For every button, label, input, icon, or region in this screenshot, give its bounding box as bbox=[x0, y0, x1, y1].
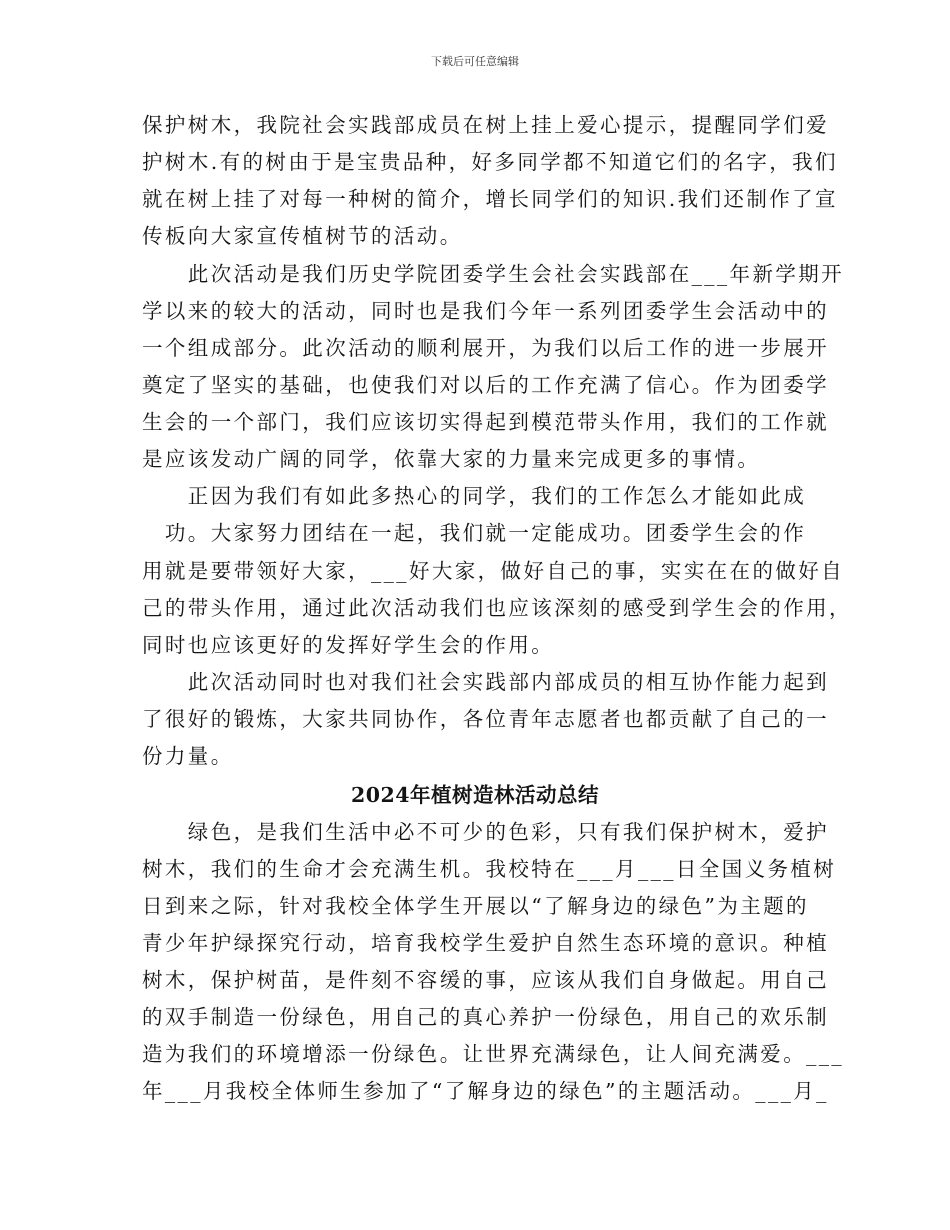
body-line: 造为我们的环境增添一份绿色。让世界充满绿色，让人间充满爱。___ bbox=[142, 1042, 845, 1066]
body-line: 保护树木，我院社会实践部成员在树上挂上爱心提示，提醒同学们爱 bbox=[142, 113, 829, 137]
body-line: 日到来之际，针对我校全体学生开展以“了解身边的绿色”为主题的 bbox=[142, 894, 809, 918]
body-line: 年___月我校全体师生参加了“了解身边的绿色”的主题活动。___月_ bbox=[142, 1079, 829, 1103]
body-line: 树木，我们的生命才会充满生机。我校特在___月___日全国义务植树 bbox=[142, 857, 837, 881]
body-line: 奠定了坚实的基础，也使我们对以后的工作充满了信心。作为团委学 bbox=[142, 373, 829, 397]
body-line: 了很好的锻炼，大家共同协作，各位青年志愿者也都贡献了自己的一 bbox=[142, 707, 829, 731]
body-line: 护树木.有的树由于是宝贵品种，好多同学都不知道它们的名字，我们 bbox=[142, 150, 838, 174]
body-line: 青少年护绿探究行动，培育我校学生爱护自然生态环境的意识。种植 bbox=[142, 931, 829, 955]
body-line: 生会的一个部门，我们应该切实得起到模范带头作用，我们的工作就 bbox=[142, 410, 829, 434]
body-line: 用就是要带领好大家，___好大家，做好自己的事，实实在在的做好自 bbox=[142, 559, 845, 583]
body-line: 同时也应该更好的发挥好学生会的作用。 bbox=[142, 633, 555, 657]
body-line: 此次活动同时也对我们社会实践部内部成员的相互协作能力起到 bbox=[142, 670, 829, 694]
body-line: 绿色，是我们生活中必不可少的色彩，只有我们保护树木，爱护 bbox=[142, 820, 829, 844]
body-line: 就在树上挂了对每一种树的简介，增长同学们的知识.我们还制作了宣 bbox=[142, 187, 838, 211]
body-line: 传板向大家宣传植树节的活动。 bbox=[142, 224, 463, 248]
body-line: 此次活动是我们历史学院团委学生会社会实践部在___年新学期开 bbox=[142, 262, 845, 286]
page-header-note: 下载后可任意编辑 bbox=[431, 55, 519, 68]
body-line: 树木，保护树苗，是件刻不容缓的事，应该从我们自身做起。用自己 bbox=[142, 968, 829, 992]
section-title: 2024年植树造林活动总结 bbox=[350, 783, 600, 807]
body-line: 功。大家努力团结在一起，我们就一定能成功。团委学生会的作 bbox=[142, 521, 807, 545]
body-line: 份力量。 bbox=[142, 744, 234, 768]
body-line: 是应该发动广阔的同学，依靠大家的力量来完成更多的事情。 bbox=[142, 447, 761, 471]
body-line: 己的带头作用，通过此次活动我们也应该深刻的感受到学生会的作用， bbox=[142, 596, 852, 620]
body-line: 正因为我们有如此多热心的同学，我们的工作怎么才能如此成 bbox=[142, 484, 807, 508]
body-line: 一个组成部分。此次活动的顺利展开，为我们以后工作的进一步展开 bbox=[142, 336, 829, 360]
body-line: 的双手制造一份绿色，用自己的真心养护一份绿色，用自己的欢乐制 bbox=[142, 1005, 829, 1029]
body-line: 学以来的较大的活动，同时也是我们今年一系列团委学生会活动中的 bbox=[142, 299, 829, 323]
